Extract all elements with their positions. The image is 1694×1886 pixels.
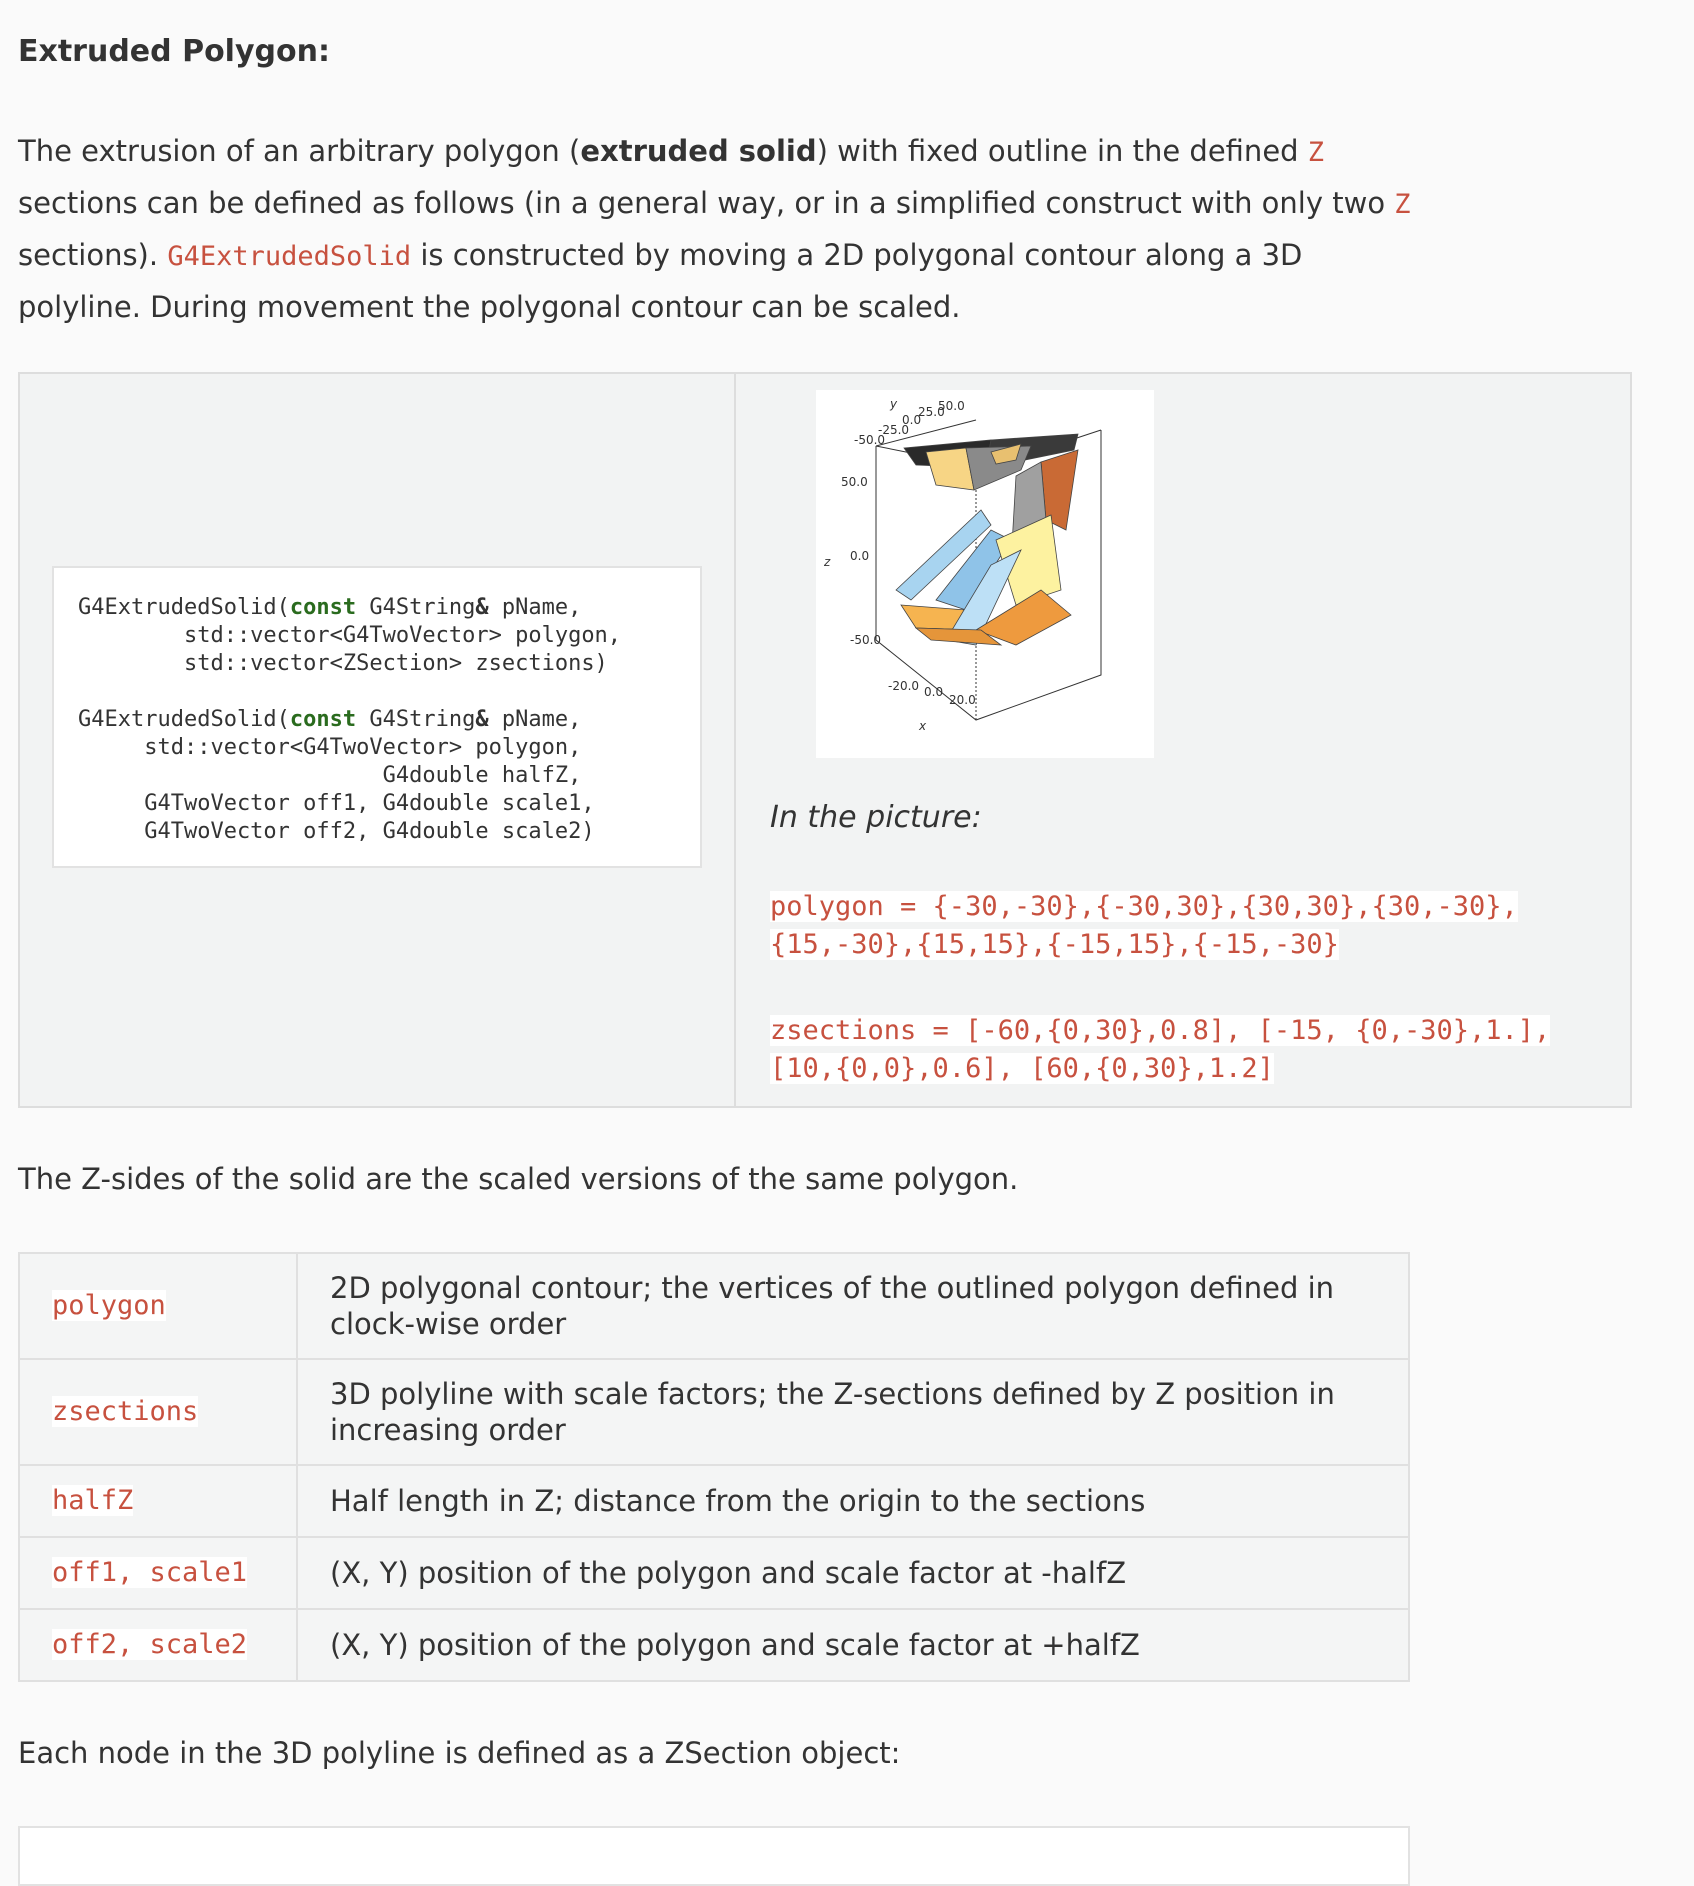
param-description: (X, Y) position of the polygon and scale factor at +halfZ	[297, 1609, 1409, 1681]
code-text: G4String	[356, 595, 476, 620]
y-tick: -50.0	[854, 433, 886, 447]
inline-code-class: G4ExtrudedSolid	[167, 241, 412, 272]
param-code: off2, scale2	[52, 1629, 248, 1660]
code-block[interactable]	[52, 566, 702, 868]
param-name	[19, 1359, 297, 1465]
polygon-assignment	[770, 888, 1518, 964]
intro-bold-term: extruded solid	[580, 134, 817, 168]
param-description: 3D polyline with scale factors; the Z-sections defined by Z position in increasing order	[297, 1359, 1409, 1465]
x-tick: -20.0	[888, 679, 920, 693]
z-tick: 50.0	[841, 475, 868, 489]
param-code: off1, scale1	[52, 1557, 248, 1588]
param-name	[19, 1609, 297, 1681]
table-row	[19, 1253, 1409, 1359]
x-tick: 0.0	[924, 685, 944, 699]
code-line: std::vector<G4TwoVector> polygon,	[78, 735, 582, 760]
extruded-solid-figure	[816, 390, 1154, 758]
code-operator: &	[475, 707, 489, 732]
extruded-solid-plot	[816, 390, 1154, 758]
table-row	[19, 1359, 1409, 1465]
inline-code-z: Z	[1307, 137, 1325, 168]
zsides-paragraph: The Z-sides of the solid are the scaled versions of the same polygon.	[18, 1162, 1019, 1196]
intro-text: The extrusion of an arbitrary polygon (	[18, 134, 581, 168]
param-description: Half length in Z; distance from the origin to the sections	[297, 1465, 1409, 1537]
polygon-line: {15,-30},{15,15},{-15,15},{-15,-30}	[770, 929, 1339, 960]
zsections-assignment	[770, 1012, 1550, 1088]
polygon-line: polygon = {-30,-30},{-30,30},{30,30},{30,-30},	[770, 891, 1518, 922]
code-text: G4ExtrudedSolid(	[78, 707, 290, 732]
table-row	[19, 1537, 1409, 1609]
parameter-table	[18, 1252, 1410, 1682]
param-name	[19, 1537, 297, 1609]
code-line: G4TwoVector off1, G4double scale1,	[78, 791, 595, 816]
next-code-block[interactable]	[18, 1826, 1410, 1886]
z-tick: -50.0	[850, 633, 882, 647]
param-code: halfZ	[52, 1485, 134, 1516]
y-tick: -25.0	[878, 423, 910, 437]
code-text: G4ExtrudedSolid(	[78, 595, 290, 620]
z-tick: 0.0	[850, 549, 870, 563]
param-description: (X, Y) position of the polygon and scale factor at -halfZ	[297, 1537, 1409, 1609]
code-line: std::vector<ZSection> zsections)	[78, 651, 608, 676]
param-code: zsections	[52, 1396, 199, 1427]
code-text: pName,	[488, 707, 582, 732]
code-line: std::vector<G4TwoVector> polygon,	[78, 623, 622, 648]
table-row	[19, 1465, 1409, 1537]
param-name	[19, 1465, 297, 1537]
section-heading: Extruded Polygon:	[18, 34, 330, 69]
code-text: G4String	[356, 707, 476, 732]
y-axis-label: y	[890, 397, 898, 411]
code-operator: &	[475, 595, 489, 620]
x-tick: 20.0	[949, 693, 976, 707]
zsection-intro: Each node in the 3D polyline is defined as a ZSection object:	[18, 1736, 901, 1770]
intro-text: is constructed by moving a 2D polygonal contour along a 3D polyline. During movement the polygonal contour can be scaled.	[18, 238, 1303, 324]
intro-text: sections).	[18, 238, 168, 272]
code-line: G4TwoVector off2, G4double scale2)	[78, 819, 595, 844]
code-text: pName,	[488, 595, 582, 620]
y-tick: 50.0	[938, 399, 965, 413]
y-tick: 25.0	[918, 405, 945, 419]
solid-faces	[896, 434, 1078, 645]
param-name	[19, 1253, 297, 1359]
z-axis-label: z	[824, 555, 831, 569]
y-tick: 0.0	[902, 413, 922, 427]
param-code: polygon	[52, 1290, 166, 1321]
intro-text: sections can be defined as follows (in a general way, or in a simplified construct with only two	[18, 186, 1395, 220]
code-keyword: const	[289, 595, 357, 620]
in-picture-label: In the picture:	[770, 800, 982, 835]
intro-paragraph	[18, 126, 1418, 332]
intro-text: ) with fixed outline in the defined	[816, 134, 1308, 168]
zsections-line: [10,{0,0},0.6], [60,{0,30},1.2]	[770, 1053, 1274, 1084]
x-axis-label: x	[919, 719, 927, 733]
zsections-line: zsections = [-60,{0,30},0.8], [-15, {0,-30},1.],	[770, 1015, 1551, 1046]
code-line: G4double halfZ,	[78, 763, 582, 788]
param-description: 2D polygonal contour; the vertices of the outlined polygon defined in clock-wise order	[297, 1253, 1409, 1359]
code-keyword: const	[289, 707, 357, 732]
table-row	[19, 1609, 1409, 1681]
inline-code-z: Z	[1394, 189, 1411, 220]
